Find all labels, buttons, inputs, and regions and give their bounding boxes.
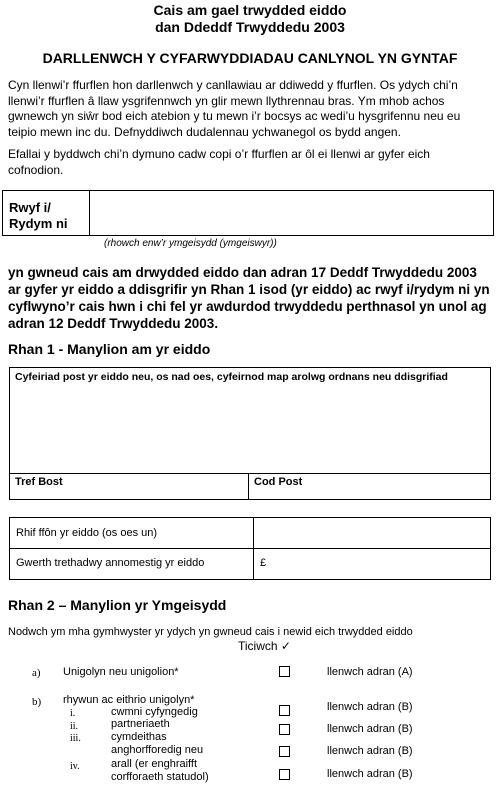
sub-option-iii-label bbox=[111, 731, 203, 757]
applicant-name-field[interactable] bbox=[93, 195, 489, 231]
declaration-line: cyflwyno’r cais hwn i chi fel yr awdurdod trwyddedu perthnasol yn unol ag bbox=[8, 299, 487, 314]
copy-line: Efallai y byddwch chi’n dymuno cadw copi o’r ffurflen ar ôl ei llenwi ar gyfer eich bbox=[8, 147, 430, 161]
postcode-label: Cod Post bbox=[254, 476, 303, 488]
form-title-line-2: dan Ddeddf Trwyddedu 2003 bbox=[155, 19, 345, 35]
sub-option-i-checkbox[interactable] bbox=[279, 705, 290, 716]
form-title-line-1: Cais am gael trwydded eiddo bbox=[153, 2, 347, 18]
sub-option-ii-checkbox[interactable] bbox=[279, 724, 290, 735]
part2-heading: Rhan 2 – Manylion yr Ymgeisydd bbox=[8, 597, 227, 613]
sub-option-i-marker: i. bbox=[70, 708, 76, 719]
rateable-value-label: Gwerth trethadwy annomestig yr eiddo bbox=[16, 557, 205, 569]
applicant-caption: (rhowch enw’r ymgeisydd (ymgeiswyr)) bbox=[104, 238, 277, 249]
option-a-checkbox[interactable] bbox=[279, 666, 290, 677]
option-a-marker: a) bbox=[32, 667, 41, 679]
sub-option-iv-action: llenwch adran (B) bbox=[327, 768, 413, 780]
sub-option-iii-label-line: anghorfforedig neu bbox=[111, 744, 204, 756]
sub-option-i-label: cwmni cyfyngedig bbox=[111, 706, 198, 718]
address-field[interactable] bbox=[14, 386, 486, 470]
phone-field[interactable] bbox=[260, 527, 484, 541]
declaration-line: adran 12 Deddf Trwyddedu 2003. bbox=[8, 316, 219, 331]
sub-option-iii-marker: iii. bbox=[70, 733, 81, 744]
table-col-divider bbox=[253, 518, 254, 579]
address-row-divider bbox=[10, 473, 490, 474]
tick-header: Ticiwch ✓ bbox=[238, 639, 291, 653]
capacity-question: Nodwch ym mha gymhwyster yr ydych yn gwneud cais i newid eich trwydded eiddo bbox=[8, 626, 413, 638]
town-label: Tref Bost bbox=[15, 476, 63, 488]
sub-option-iv-label bbox=[111, 758, 209, 784]
option-b-label: rhywun ac eithrio unigolyn* bbox=[63, 694, 195, 706]
sub-option-ii-label: partneriaeth bbox=[111, 718, 170, 730]
option-b-marker: b) bbox=[32, 696, 42, 708]
sub-option-ii-marker: ii. bbox=[70, 721, 79, 732]
intro-line: teipio mewn inc du. Defnyddiwch dudalennau ychwanegol os bydd angen. bbox=[8, 124, 401, 139]
property-details-table bbox=[9, 517, 491, 580]
declaration-line: yn gwneud cais am drwydded eiddo dan adran 17 Deddf Trwyddedu 2003 bbox=[8, 265, 477, 280]
applicant-label-line: Rydym ni bbox=[9, 216, 68, 231]
option-a-action: llenwch adran (A) bbox=[327, 666, 413, 678]
intro-line: Cyn llenwi’r ffurflen hon darllenwch y canllawiau ar ddiwedd y ffurflen. Os ydych chi’n bbox=[8, 78, 458, 92]
sub-option-iv-label-line: corfforaeth statudol) bbox=[111, 771, 209, 783]
copy-line: cofnodion. bbox=[8, 162, 64, 177]
rateable-value-field[interactable]: £ bbox=[260, 557, 267, 569]
town-postcode-divider bbox=[248, 473, 249, 499]
address-box bbox=[9, 367, 491, 500]
option-a-label: Unigolyn neu unigolion* bbox=[63, 666, 179, 678]
sub-option-ii-action: llenwch adran (B) bbox=[327, 723, 413, 735]
address-label: Cyfeiriad post yr eiddo neu, os nad oes, cyfeirnod map arolwg ordnans neu ddisgrifiad bbox=[15, 371, 448, 383]
intro-paragraph bbox=[8, 78, 492, 140]
sub-option-iii-checkbox[interactable] bbox=[279, 746, 290, 757]
table-row-divider bbox=[10, 548, 490, 549]
applicant-label bbox=[9, 200, 68, 232]
declaration-paragraph bbox=[8, 264, 492, 332]
intro-line: llenwi’r ffurflen â llaw ysgrifennwch yn glir mewn llythrennau bras. Ym mhob achos bbox=[8, 93, 445, 108]
applicant-name-box bbox=[2, 190, 494, 236]
declaration-line: ar gyfer yr eiddo a ddisgrifir yn Rhan 1 isod (yr eiddo) ac rwyf i/rydym ni yn bbox=[8, 282, 490, 297]
sub-option-iv-checkbox[interactable] bbox=[279, 769, 290, 780]
sub-option-iii-label-line: cymdeithas bbox=[111, 731, 167, 743]
intro-line: gwnewch yn siŵr bod eich atebion y tu mewn i’r bocsys ac wedi’u hysgrifennu neu eu bbox=[8, 109, 461, 123]
sub-option-iv-label-line: arall (er enghraifft bbox=[111, 758, 198, 770]
copy-paragraph bbox=[8, 147, 492, 178]
applicant-label-line: Rwyf i/ bbox=[9, 200, 51, 215]
applicant-box-divider bbox=[89, 191, 90, 235]
sub-option-i-action: llenwch adran (B) bbox=[327, 701, 413, 713]
phone-label: Rhif ffôn yr eiddo (os oes un) bbox=[16, 527, 158, 539]
sub-option-iii-action: llenwch adran (B) bbox=[327, 745, 413, 757]
part1-heading: Rhan 1 - Manylion am yr eiddo bbox=[8, 341, 211, 357]
sub-option-iv-marker: iv. bbox=[70, 761, 80, 772]
instruction-heading: DARLLENWCH Y CYFARWYDDIADAU CANLYNOL YN GYNTAF bbox=[42, 50, 458, 66]
